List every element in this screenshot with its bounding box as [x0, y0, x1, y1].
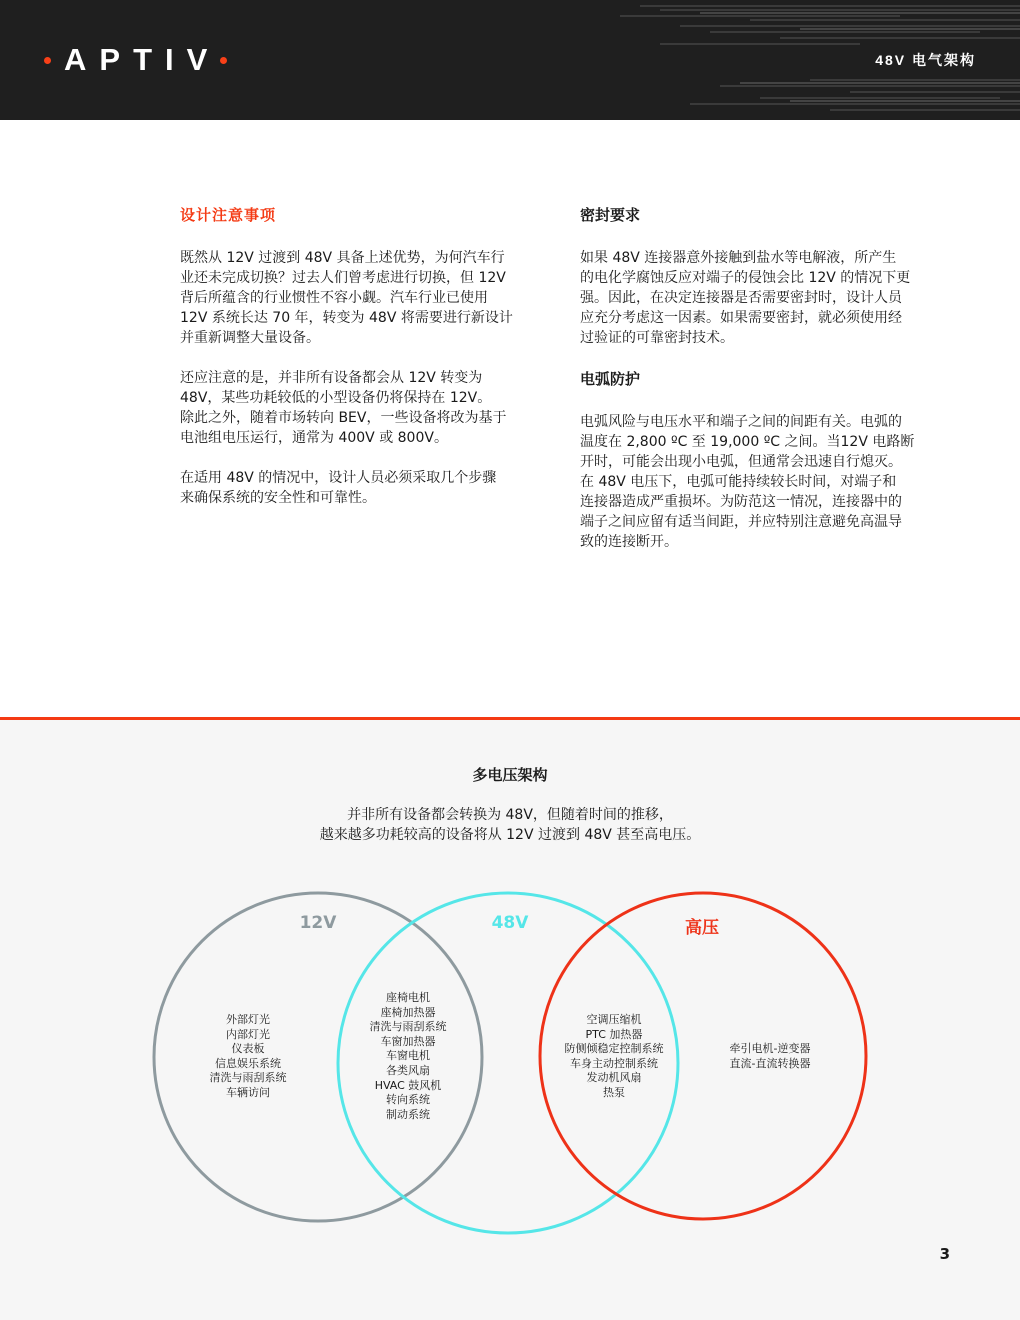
- list-item: 热泵: [603, 1085, 625, 1099]
- line: 在适用 48V 的情况中，设计人员必须采取几个步骤: [180, 470, 497, 486]
- list-item: 空调压缩机: [586, 1013, 642, 1026]
- line: 应充分考虑这一因素。如果需要密封，就必须使用经: [580, 310, 902, 326]
- logo-text: APTIV: [64, 42, 221, 77]
- line: 来确保系统的安全性和可靠性。: [180, 490, 376, 506]
- line: 连接器造成严重损坏。为防范这一情况，连接器中的: [580, 494, 902, 510]
- subtitle-line: 并非所有设备都会转换为 48V，但随着时间的推移，: [347, 807, 673, 823]
- line: 开时，可能会出现小电弧，但通常会迅速自行熄灭。: [580, 454, 902, 470]
- line: 12V 系统长达 70 年，转变为 48V 将需要进行新设计: [180, 310, 513, 326]
- paragraph-1: [180, 248, 542, 348]
- list-item: 车窗电机: [386, 1049, 430, 1063]
- line: 端子之间应留有适当间距，并应特别注意避免高温导: [580, 514, 902, 530]
- line: 除此之外，随着市场转向 BEV，一些设备将改为基于: [180, 410, 507, 426]
- page-header: [0, 0, 1020, 120]
- paragraph-2: [180, 368, 542, 448]
- line: 业还未完成切换？过去人们曾考虑进行切换，但 12V: [180, 270, 506, 286]
- list-item: 车窗加热器: [380, 1034, 436, 1048]
- list-12v-48v-overlap: [348, 991, 468, 1122]
- list-item: 清洗与雨刮系统: [369, 1020, 447, 1034]
- logo-dot-left: [44, 57, 51, 64]
- list-item: 座椅加热器: [380, 1005, 436, 1019]
- line: 如果 48V 连接器意外接触到盐水等电解液，所产生: [580, 250, 897, 266]
- arc-paragraph: [580, 412, 942, 552]
- list-item: 车身主动控制系统: [570, 1056, 658, 1070]
- page-number: 3: [939, 1245, 950, 1263]
- list-item: 防侧倾稳定控制系统: [564, 1042, 664, 1056]
- list-item: 转向系统: [386, 1093, 430, 1107]
- line: 强。因此，在决定连接器是否需要密封时，设计人员: [580, 290, 902, 306]
- line: 温度在 2,800 ºC 至 19,000 ºC 之间。当12V 电路断: [580, 434, 915, 450]
- list-item: 牵引电机-逆变器: [729, 1042, 811, 1055]
- line: 既然从 12V 过渡到 48V 具备上述优势，为何汽车行: [180, 250, 505, 266]
- line: 致的连接断开。: [580, 534, 678, 550]
- list-item: 车辆访问: [226, 1085, 270, 1099]
- paragraph-3: [180, 468, 542, 508]
- sealing-paragraph: [580, 248, 942, 348]
- list-item: 外部灯光: [226, 1013, 270, 1026]
- sealing-heading: 密封要求: [580, 206, 641, 224]
- line: 并重新调整大量设备。: [180, 330, 320, 346]
- line: 的电化学腐蚀反应对端子的侵蚀会比 12V 的情况下更: [580, 270, 911, 286]
- list-item: 直流-直流转换器: [729, 1056, 811, 1070]
- line: 在 48V 电压下，电弧可能持续较长时间，对端子和: [580, 474, 897, 490]
- arc-protection-heading: 电弧防护: [580, 370, 641, 388]
- label-high-voltage: 高压: [685, 918, 719, 938]
- diagram-title: 多电压架构: [472, 766, 548, 784]
- line: 电弧风险与电压水平和端子之间的间距有关。电弧的: [580, 414, 902, 430]
- list-item: HVAC 鼓风机: [374, 1078, 442, 1092]
- design-considerations-heading: 设计注意事项: [180, 206, 277, 224]
- logo-dot-right: [220, 57, 227, 64]
- list-item: PTC 加热器: [585, 1027, 643, 1041]
- line: 48V，某些功耗较低的小型设备仍将保持在 12V。: [180, 390, 492, 406]
- list-item: 仪表板: [231, 1042, 265, 1056]
- list-item: 座椅电机: [386, 991, 430, 1004]
- design-considerations-column: [180, 204, 542, 528]
- list-12v-only: [188, 1013, 308, 1101]
- requirements-column: [580, 204, 942, 572]
- list-item: 信息娱乐系统: [215, 1056, 281, 1070]
- line: 电池组电压运行，通常为 400V 或 800V。: [180, 430, 448, 446]
- list-item: 制动系统: [386, 1107, 430, 1121]
- line: 背后所蕴含的行业惯性不容小觑。汽车行业已使用: [180, 290, 488, 306]
- subtitle-line: 越来越多功耗较高的设备将从 12V 过渡到 48V 甚至高电压。: [319, 827, 701, 843]
- line: 还应注意的是，并非所有设备都会从 12V 转变为: [180, 370, 483, 386]
- list-item: 清洗与雨刮系统: [209, 1071, 287, 1085]
- list-hv-only: [710, 1042, 830, 1071]
- list-item: 发动机风扇: [586, 1071, 642, 1085]
- document-title: 48V 电气架构: [875, 52, 976, 68]
- venn-diagram: [0, 720, 1020, 1320]
- list-48v-hv-overlap: [552, 1013, 676, 1101]
- aptiv-logo[interactable]: [44, 40, 227, 80]
- label-48v: 48V: [491, 913, 529, 933]
- label-12v: 12V: [299, 913, 337, 933]
- list-item: 内部灯光: [226, 1027, 270, 1041]
- list-item: 各类风扇: [386, 1063, 430, 1077]
- line: 过验证的可靠密封技术。: [580, 330, 734, 346]
